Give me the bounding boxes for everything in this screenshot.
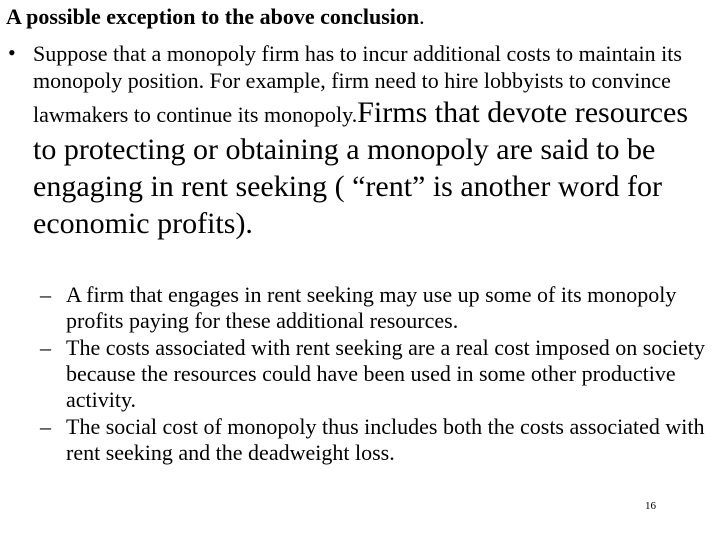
- dash-marker: –: [40, 335, 51, 360]
- sub-bullet-item: [40, 335, 720, 413]
- sub-bullet-list: [40, 282, 720, 467]
- sub-bullet-item: [40, 414, 720, 466]
- slide-heading: [6, 4, 425, 30]
- heading-text: A possible exception to the above conclusion: [6, 4, 420, 29]
- bullet-text-large: Firms that devote resources to protecting or obtaining a monopoly are said to be engaging in rent seeking ( “rent” is another word for economic profits).: [33, 96, 688, 240]
- bullet-text-small: Suppose that a monopoly firm has to incur additional costs to maintain its monopoly position. For example, firm need to hire lobbyists to convince lawmakers to continue its monopoly.: [33, 41, 682, 127]
- dash-marker: –: [40, 282, 51, 307]
- heading-period: .: [419, 4, 425, 29]
- bullet-body: [33, 40, 714, 242]
- sub-bullet-text: The social cost of monopoly thus includes both the costs associated with rent seeking and the deadweight loss.: [66, 414, 705, 465]
- bullet-marker: •: [8, 40, 16, 65]
- sub-bullet-item: [40, 282, 720, 334]
- main-bullet: [6, 40, 714, 242]
- dash-marker: –: [40, 414, 51, 439]
- sub-bullet-text: A firm that engages in rent seeking may use up some of its monopoly profits paying for these additional resources.: [66, 282, 677, 333]
- sub-bullet-text: The costs associated with rent seeking are a real cost imposed on society because the resources could have been used in some other productive activity.: [66, 335, 706, 412]
- slide-number: 16: [645, 500, 656, 512]
